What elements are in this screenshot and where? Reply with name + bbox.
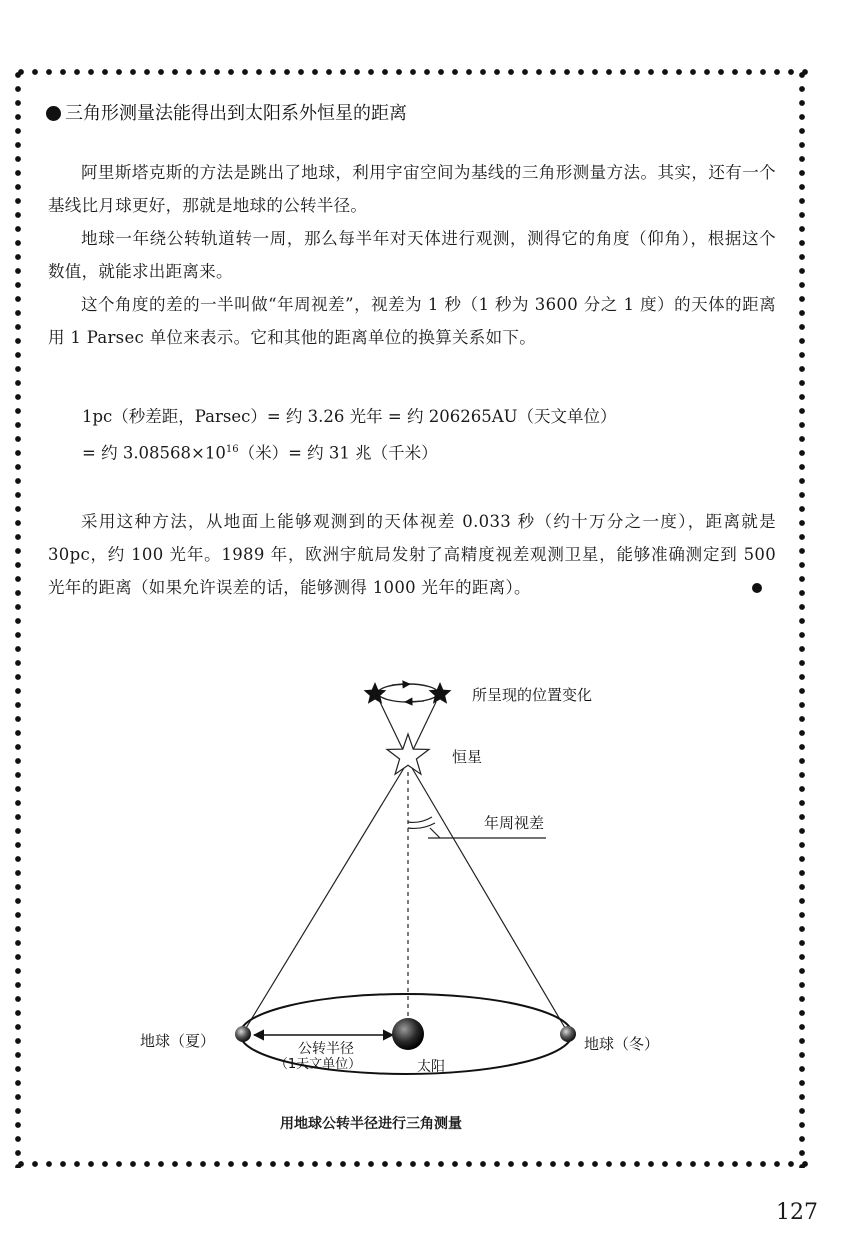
sightline-summer [243,768,404,1033]
sun-icon [392,1018,424,1050]
projection-line-right [412,702,436,752]
label-parallax: 年周视差 [484,814,545,832]
paragraph-1: 阿里斯塔克斯的方法是跳出了地球，利用宇宙空间为基线的三角形测量方法。其实，还有一个基线比月球更好，那就是地球的公转半径。 [48,163,776,215]
figure-caption: 用地球公转半径进行三角测量 [280,1116,462,1132]
label-earth-summer: 地球（夏） [140,1032,216,1050]
parallax-angle-arc-inner [408,823,435,828]
apparent-star-right-icon [429,682,452,704]
earth-winter-icon [560,1026,576,1042]
paragraph-2: 地球一年绕公转轨道转一周，那么每半年对天体进行观测，测得它的角度（仰角），根据这个数值，就能求出距离来。 [48,229,776,281]
label-orbit-radius: 公转半径 [298,1041,354,1057]
paragraph-3: 这个角度的差的一半叫做“年周视差”，视差为 1 秒（1 秒为 3600 分之 1 度）的天体的距离用 1 Parsec 单位来表示。它和其他的距离单位的换算关系如下。 [48,295,776,347]
formula-exponent: 16 [225,444,239,455]
label-sun: 太阳 [417,1059,445,1075]
apparent-motion-ellipse [378,684,438,702]
label-position-change: 所呈现的位置变化 [472,686,593,704]
formula-line-1: 1pc（秒差距，Parsec）= 约 3.26 光年 = 约 206265AU（天文单位） [82,407,617,426]
star-icon [387,734,429,774]
formula-line-2-prefix: = 约 3.08568×10 [82,443,226,463]
parallax-leader-diag [430,828,440,838]
earth-summer-icon [235,1026,251,1042]
apparent-motion-arrow-bottom [405,701,424,702]
parallax-angle-arc [408,817,432,822]
sightline-winter [412,768,568,1033]
apparent-star-left-icon [364,682,387,704]
label-star: 恒星 [452,748,483,766]
label-orbit-unit: （1天文单位） [274,1057,362,1072]
page-number: 127 [776,1200,818,1225]
label-earth-winter: 地球（冬） [584,1035,660,1053]
formula-line-2-suffix: （米）= 约 31 兆（千米） [238,443,438,463]
paragraph-final: 采用这种方法，从地面上能够观测到的天体视差 0.033 秒（约十万分之一度），距离就是 30pc，约 100 光年。1989 年，欧洲宇航局发射了高精度视差观测卫星，能够准确测定到 500 光年的距离（如果允许误差的话，能够测得 1000 光年的距离）。 [48,512,776,597]
apparent-motion-arrow-top [392,684,410,685]
section-heading-text: 三角形测量法能得出到太阳系外恒星的距离 [65,103,407,124]
projection-line-left [380,702,404,752]
